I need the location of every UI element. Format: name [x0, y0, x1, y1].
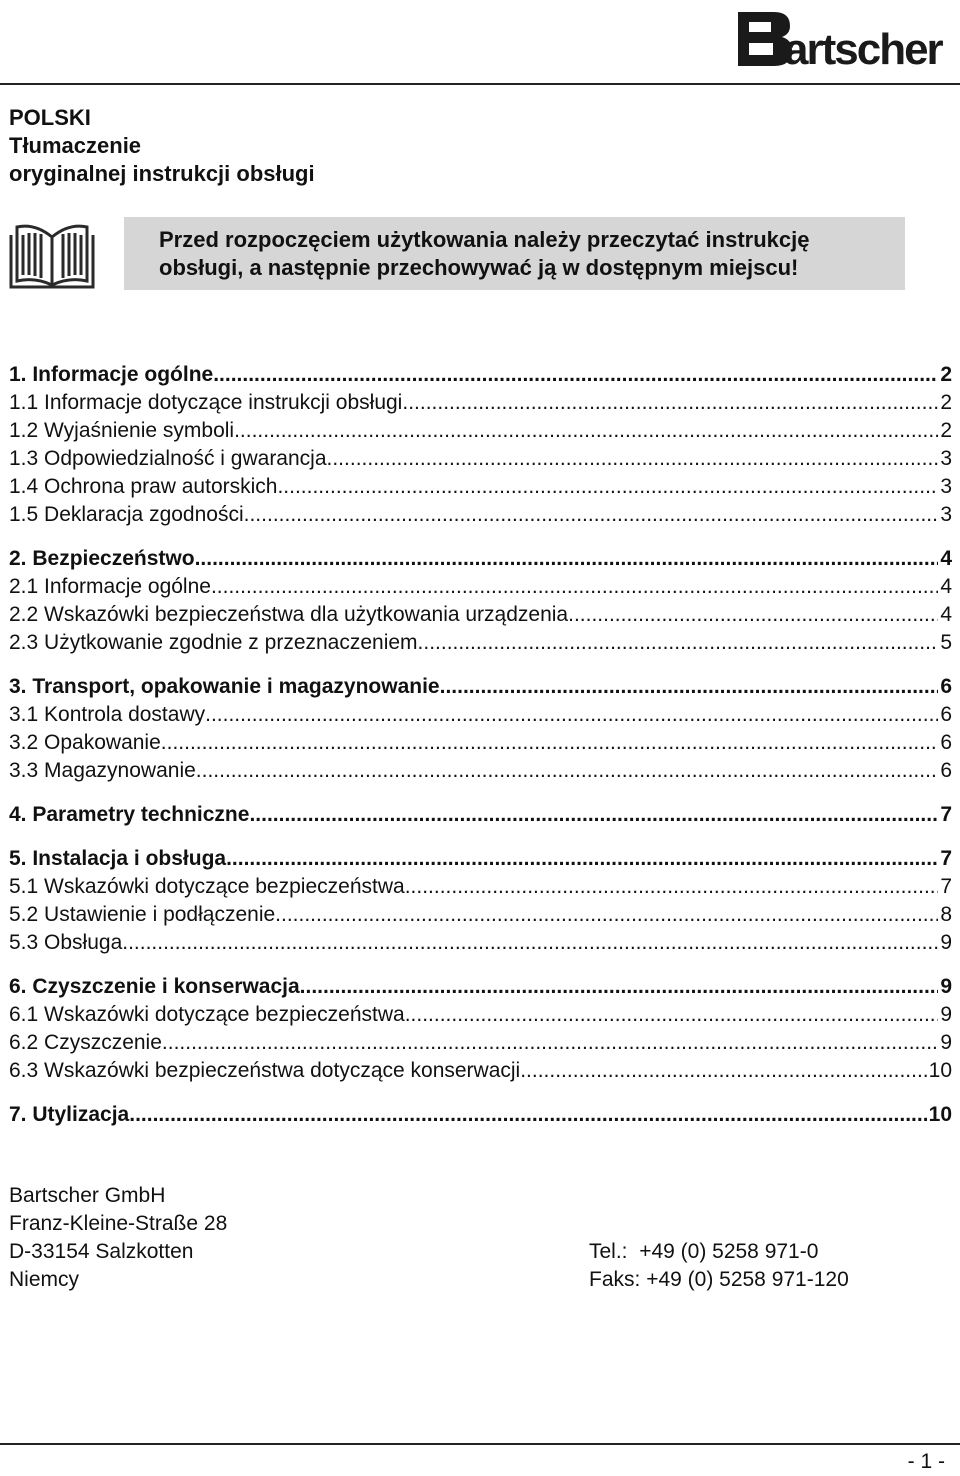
- toc-dot-leader: [300, 973, 939, 1001]
- toc-dot-leader: [162, 1029, 938, 1057]
- toc-subsection-entry: [9, 873, 952, 901]
- toc-entry-page: 10: [928, 1059, 952, 1082]
- toc-subsection-entry: [9, 757, 952, 785]
- company-name: Bartscher GmbH: [9, 1184, 166, 1207]
- toc-entry-page: 2: [940, 419, 952, 442]
- toc-dot-leader: [277, 473, 938, 501]
- toc-entry-title: 1.5 Deklaracja zgodności: [9, 503, 244, 526]
- toc-dot-leader: [405, 873, 939, 901]
- toc-entry-title: 4. Parametry techniczne: [9, 803, 250, 826]
- toc-entry-page: 6: [940, 675, 952, 698]
- toc-entry-title: 7. Utylizacja: [9, 1103, 130, 1126]
- toc-subsection-entry: [9, 573, 952, 601]
- toc-subsection-entry: [9, 901, 952, 929]
- toc-entry-page: 4: [940, 575, 952, 598]
- toc-entry-page: 2: [940, 391, 952, 414]
- toc-dot-leader: [226, 845, 938, 873]
- toc-entry-page: 10: [928, 1103, 952, 1126]
- toc-entry-title: 2.3 Użytkowanie zgodnie z przeznaczeniem: [9, 631, 418, 654]
- toc-entry-title: 1.1 Informacje dotyczące instrukcji obsługi: [9, 391, 403, 414]
- toc-entry-page: 8: [940, 903, 952, 926]
- toc-entry-page: 4: [940, 603, 952, 626]
- open-book-icon: [9, 215, 95, 289]
- toc-subsection-entry: [9, 1029, 952, 1057]
- fax-number: +49 (0) 5258 971-120: [646, 1268, 849, 1291]
- toc-entry-page: 2: [940, 363, 952, 386]
- toc-section-entry: [9, 1101, 952, 1129]
- title-line-1: Tłumaczenie: [9, 133, 142, 158]
- toc-subsection-entry: [9, 417, 952, 445]
- toc-entry-page: 6: [940, 703, 952, 726]
- fax-label: Faks:: [589, 1268, 641, 1291]
- toc-subsection-entry: [9, 1057, 952, 1085]
- toc-dot-leader: [244, 501, 939, 529]
- city: D-33154 Salzkotten: [9, 1240, 194, 1263]
- toc-entry-title: 2. Bezpieczeństwo: [9, 547, 195, 570]
- toc-entry-title: 3.2 Opakowanie: [9, 731, 161, 754]
- document-title-block: [9, 104, 315, 188]
- toc-subsection-entry: [9, 629, 952, 657]
- toc-subsection-entry: [9, 729, 952, 757]
- footer-rule: [0, 1443, 960, 1445]
- fax-line: [589, 1266, 849, 1294]
- toc-entry-page: 9: [940, 1003, 952, 1026]
- toc-dot-leader: [440, 673, 939, 701]
- notice-line-1: Przed rozpoczęciem użytkowania należy przeczytać instrukcję: [159, 227, 810, 252]
- company-contact: [589, 1238, 849, 1294]
- page-number: - 1 -: [907, 1450, 945, 1473]
- toc-entry-page: 6: [940, 731, 952, 754]
- title-line-2: oryginalnej instrukcji obsługi: [9, 161, 315, 186]
- phone-number: +49 (0) 5258 971-0: [639, 1240, 819, 1263]
- toc-section-entry: [9, 361, 952, 389]
- company-address: [9, 1182, 227, 1294]
- toc-entry-title: 2.1 Informacje ogólne: [9, 575, 211, 598]
- street: Franz-Kleine-Straße 28: [9, 1212, 228, 1235]
- toc-section-entry: [9, 673, 952, 701]
- toc-dot-leader: [122, 929, 938, 957]
- toc-dot-leader: [568, 601, 938, 629]
- toc-entry-page: 4: [940, 547, 952, 570]
- bartscher-logo: [734, 2, 948, 72]
- toc-entry-title: 6.1 Wskazówki dotyczące bezpieczeństwa: [9, 1003, 405, 1026]
- toc-entry-title: 5.3 Obsługa: [9, 931, 123, 954]
- toc-dot-leader: [196, 757, 939, 785]
- toc-entry-page: 6: [940, 759, 952, 782]
- toc-entry-title: 1. Informacje ogólne: [9, 363, 214, 386]
- phone-line: [589, 1238, 849, 1266]
- toc-entry-title: 1.4 Ochrona praw autorskich: [9, 475, 278, 498]
- toc-entry-page: 7: [940, 803, 952, 826]
- toc-entry-title: 5. Instalacja i obsługa: [9, 847, 227, 870]
- toc-dot-leader: [249, 801, 938, 829]
- toc-dot-leader: [161, 729, 939, 757]
- table-of-contents: [9, 361, 952, 1129]
- toc-dot-leader: [405, 1001, 939, 1029]
- toc-entry-page: 3: [940, 447, 952, 470]
- toc-entry-title: 3.1 Kontrola dostawy: [9, 703, 206, 726]
- toc-dot-leader: [520, 1057, 926, 1085]
- toc-section-entry: [9, 545, 952, 573]
- notice-line-2: obsługi, a następnie przechowywać ją w dostępnym miejscu!: [159, 255, 799, 280]
- toc-entry-page: 9: [940, 931, 952, 954]
- toc-entry-title: 5.1 Wskazówki dotyczące bezpieczeństwa: [9, 875, 405, 898]
- header-rule: [0, 83, 960, 85]
- toc-subsection-entry: [9, 501, 952, 529]
- toc-dot-leader: [129, 1101, 926, 1129]
- toc-section-entry: [9, 845, 952, 873]
- toc-entry-title: 6. Czyszczenie i konserwacja: [9, 975, 300, 998]
- toc-entry-title: 6.3 Wskazówki bezpieczeństwa dotyczące konserwacji: [9, 1059, 521, 1082]
- toc-entry-title: 6.2 Czyszczenie: [9, 1031, 162, 1054]
- toc-entry-page: 9: [940, 975, 952, 998]
- toc-dot-leader: [275, 901, 938, 929]
- toc-dot-leader: [205, 701, 938, 729]
- toc-entry-title: 3. Transport, opakowanie i magazynowanie: [9, 675, 440, 698]
- toc-subsection-entry: [9, 389, 952, 417]
- toc-entry-page: 5: [940, 631, 952, 654]
- toc-subsection-entry: [9, 929, 952, 957]
- toc-section-entry: [9, 973, 952, 1001]
- toc-entry-title: 5.2 Ustawienie i podłączenie: [9, 903, 276, 926]
- toc-subsection-entry: [9, 601, 952, 629]
- toc-entry-title: 1.2 Wyjaśnienie symboli: [9, 419, 235, 442]
- language-label: POLSKI: [9, 105, 91, 130]
- toc-entry-title: 2.2 Wskazówki bezpieczeństwa dla użytkowania urządzenia: [9, 603, 569, 626]
- toc-dot-leader: [213, 361, 938, 389]
- toc-entry-page: 3: [940, 503, 952, 526]
- toc-entry-title: 1.3 Odpowiedzialność i gwarancja: [9, 447, 327, 470]
- toc-entry-page: 3: [940, 475, 952, 498]
- toc-dot-leader: [195, 545, 939, 573]
- toc-section-entry: [9, 801, 952, 829]
- toc-subsection-entry: [9, 445, 952, 473]
- toc-dot-leader: [211, 573, 938, 601]
- toc-dot-leader: [402, 389, 938, 417]
- toc-subsection-entry: [9, 1001, 952, 1029]
- toc-dot-leader: [234, 417, 938, 445]
- toc-subsection-entry: [9, 701, 952, 729]
- toc-entry-title: 3.3 Magazynowanie: [9, 759, 196, 782]
- svg-text:artscher: artscher: [784, 25, 942, 72]
- toc-dot-leader: [327, 445, 939, 473]
- toc-entry-page: 7: [940, 875, 952, 898]
- toc-dot-leader: [418, 629, 939, 657]
- read-manual-notice: [124, 217, 905, 290]
- toc-entry-page: 9: [940, 1031, 952, 1054]
- toc-entry-page: 7: [940, 847, 952, 870]
- country: Niemcy: [9, 1268, 80, 1291]
- phone-label: Tel.:: [589, 1240, 628, 1263]
- toc-subsection-entry: [9, 473, 952, 501]
